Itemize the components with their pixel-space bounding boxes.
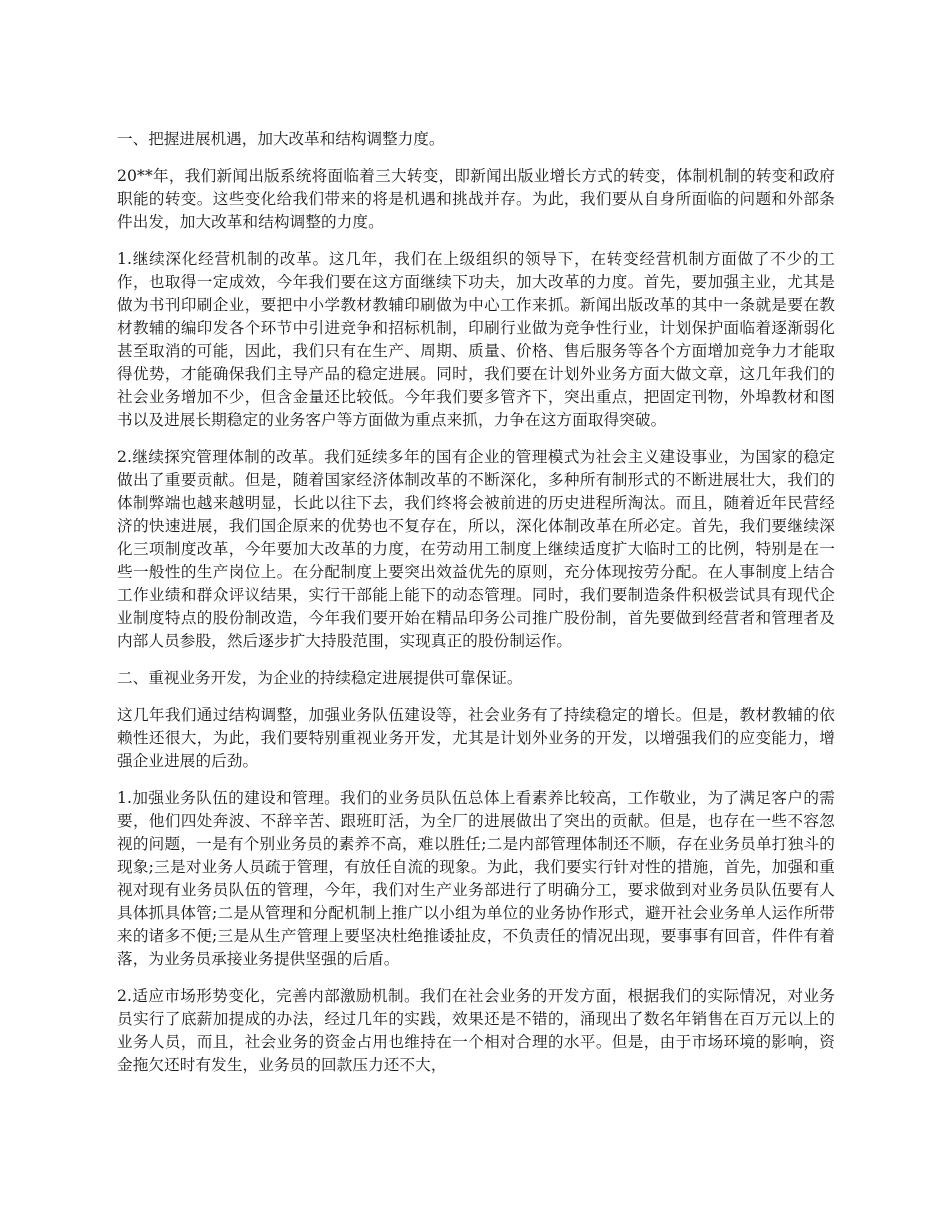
paragraph-section-2-intro: 这几年我们通过结构调整，加强业务队伍建设等，社会业务有了持续稳定的增长。但是，教材教辅的依赖性还很大，为此，我们要特别重视业务开发，尤其是计划外业务的开发，以增强我们的应变能力，增强企业进展的后劲。: [117, 706, 835, 770]
document-page: [117, 128, 835, 1091]
paragraph-item-1-2: 2.继续探究管理体制的改革。我们延续多年的国有企业的管理模式为社会主义建设事业，为国家的稳定做出了重要贡献。但是，随着国家经济体制改革的不断深化，多种所有制形式的不断进展壮大，我们的体制弊端也越来越明显，长此以往下去，我们终将会被前进的历史进程所淘汰。而且，随着近年民营经济的快速进展，我们国企原来的优势也不复存在，所以，深化体制改革在所必定。首先，我们要继续深化三项制度改革，今年要加大改革的力度，在劳动用工制度上继续适度扩大临时工的比例，特别是在一些一般性的生产岗位上。在分配制度上要突出效益优先的原则，充分体现按劳分配。在人事制度上结合工作业绩和群众评议结果，实行干部能上能下的动态管理。同时，我们要制造条件积极尝试具有现代企业制度特点的股份制改造，今年我们要开始在精品印务公司推广股份制，首先要做到经营者和管理者及内部人员参股，然后逐步扩大持股范围，实现真正的股份制运作。: [117, 448, 835, 650]
section-heading-2: 二、重视业务开发，为企业的持续稳定进展提供可靠保证。: [117, 669, 523, 687]
paragraph-item-2-1: 1.加强业务队伍的建设和管理。我们的业务员队伍总体上看素养比较高，工作敬业，为了满足客户的需要，他们四处奔波、不辞辛苦、跟班盯活，为全厂的进展做出了突出的贡献。但是，也存在一些不容忽视的问题，一是有个别业务员的素养不高，难以胜任;二是内部管理体制还不顺，存在业务员单打独斗的现象;三是对业务人员疏于管理，有放任自流的现象。为此，我们要实行针对性的措施，首先，加强和重视对现有业务员队伍的管理，今年，我们对生产业务部进行了明确分工，要求做到对业务员队伍要有人具体抓具体管;二是从管理和分配机制上推广以小组为单位的业务协作形式，避开社会业务单人运作所带来的诸多不便;三是从生产管理上要坚决杜绝推诿扯皮，不负责任的情况出现，要事事有回音，件件有着落，为业务员承接业务提供坚强的后盾。: [117, 789, 835, 968]
paragraph-item-2-2: 2.适应市场形势变化，完善内部激励机制。我们在社会业务的开发方面，根据我们的实际情况，对业务员实行了底薪加提成的办法，经过几年的实践，效果还是不错的，涌现出了数名年销售在百万元以上的业务人员，而且，社会业务的资金占用也维持在一个相对合理的水平。但是，由于市场环境的影响，资金拖欠还时有发生，业务员的回款压力还不大，: [117, 987, 835, 1074]
paragraph-item-1-1: 1.继续深化经营机制的改革。这几年，我们在上级组织的领导下，在转变经营机制方面做了不少的工作，也取得一定成效，今年我们要在这方面继续下功夫，加大改革的力度。首先，要加强主业，尤其是做为书刊印刷企业，要把中小学教材教辅印刷做为中心工作来抓。新闻出版改革的其中一条就是要在教材教辅的编印发各个环节中引进竞争和招标机制，印刷行业做为竞争性行业，计划保护面临着逐渐弱化甚至取消的可能，因此，我们只有在生产、周期、质量、价格、售后服务等各个方面增加竞争力才能取得优势，才能确保我们主导产品的稳定进展。同时，我们要在计划外业务方面大做文章，这几年我们的社会业务增加不少，但含金量还比较低。今年我们要多管齐下，突出重点，把固定刊物，外埠教材和图书以及进展长期稳定的业务客户等方面做为重点来抓，力争在这方面取得突破。: [117, 250, 835, 429]
paragraph-intro: 20**年，我们新闻出版系统将面临着三大转变，即新闻出版业增长方式的转变，体制机制的转变和政府职能的转变。这些变化给我们带来的将是机遇和挑战并存。为此，我们要从自身所面临的问题和外部条件出发，加大改革和结构调整的力度。: [117, 167, 835, 231]
section-heading-1: 一、把握进展机遇，加大改革和结构调整力度。: [117, 130, 445, 148]
